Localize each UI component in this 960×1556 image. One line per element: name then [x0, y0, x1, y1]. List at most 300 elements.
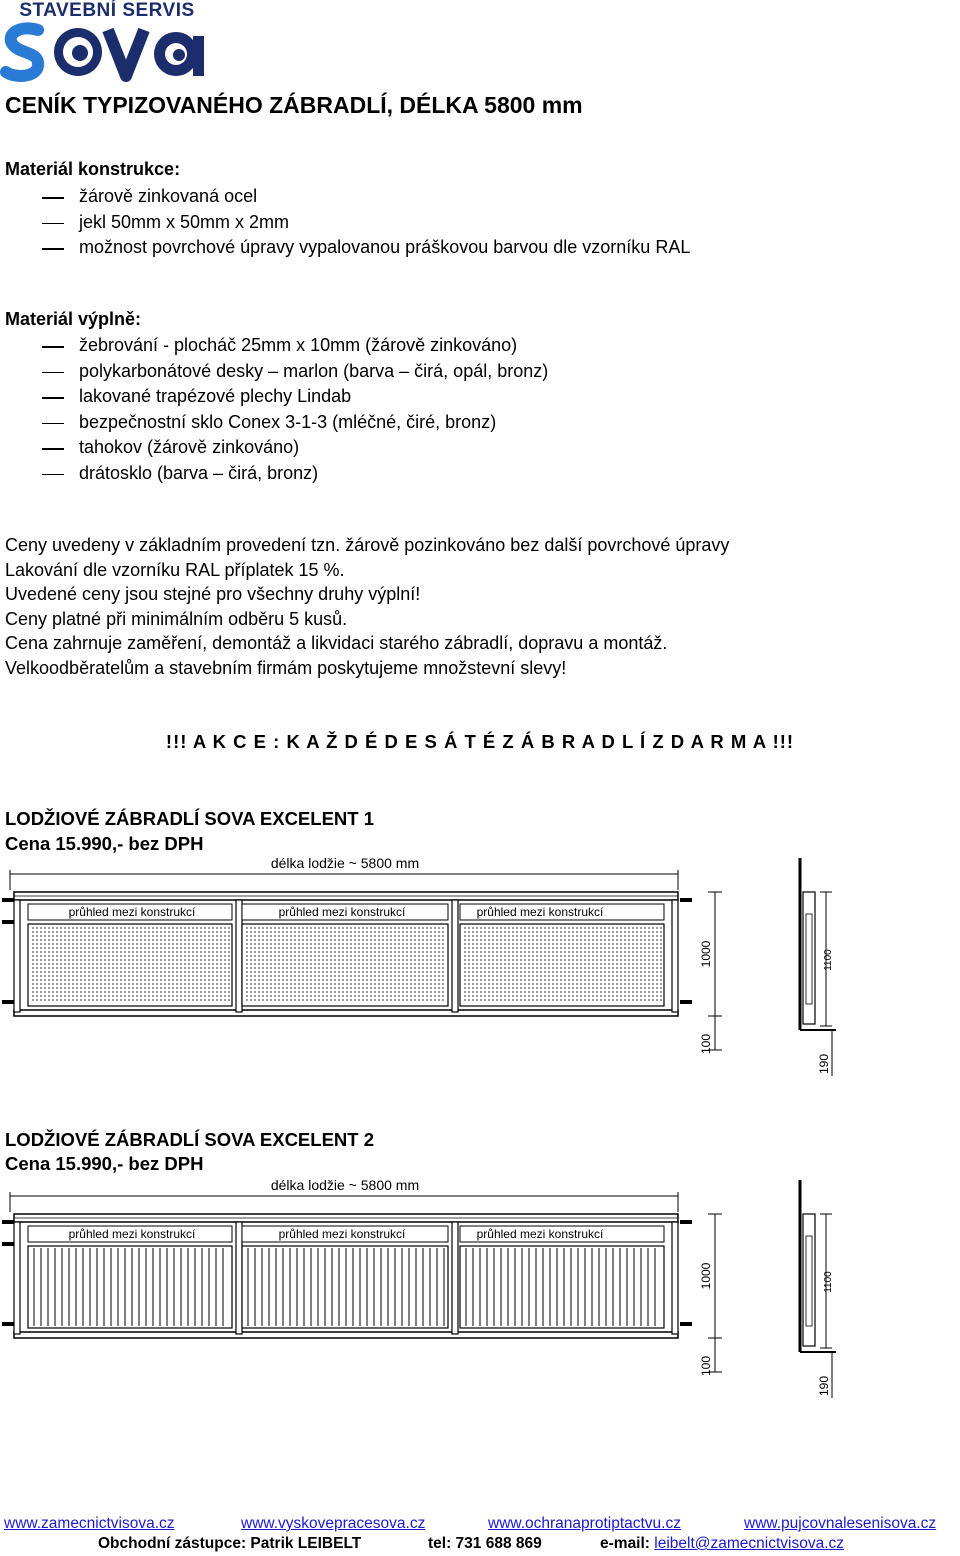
perforation-dot	[414, 983, 416, 985]
perforation-dot	[350, 951, 352, 953]
perforation-dot	[326, 935, 328, 937]
perforation-dot	[172, 939, 174, 941]
perforation-dot	[192, 927, 194, 929]
perforation-dot	[80, 959, 82, 961]
perforation-dot	[640, 935, 642, 937]
email-block	[600, 1535, 844, 1553]
perforation-dot	[278, 975, 280, 977]
wall-bracket	[680, 1000, 692, 1004]
perforation-dot	[520, 927, 522, 929]
perforation-dot	[36, 959, 38, 961]
perforation-dot	[624, 943, 626, 945]
perforation-dot	[386, 983, 388, 985]
perforation-dot	[390, 987, 392, 989]
perforation-dot	[262, 931, 264, 933]
perforation-dot	[656, 967, 658, 969]
perforation-dot	[52, 979, 54, 981]
perforation-dot	[220, 979, 222, 981]
perforation-dot	[616, 947, 618, 949]
perforation-dot	[600, 943, 602, 945]
perforation-dot	[124, 947, 126, 949]
perforation-dot	[172, 959, 174, 961]
perforation-dot	[488, 979, 490, 981]
perforation-dot	[180, 943, 182, 945]
perforation-dot	[192, 963, 194, 965]
perforation-dot	[208, 975, 210, 977]
perforation-dot	[88, 951, 90, 953]
perforation-dot	[88, 967, 90, 969]
perforation-dot	[334, 971, 336, 973]
perforation-dot	[402, 995, 404, 997]
perforation-dot	[120, 991, 122, 993]
perforation-dot	[72, 971, 74, 973]
perforation-dot	[306, 975, 308, 977]
perforation-dot	[374, 995, 376, 997]
perforation-dot	[426, 959, 428, 961]
bottom-dimension-value: 100	[699, 1033, 713, 1055]
perforation-dot	[568, 963, 570, 965]
perforation-dot	[406, 971, 408, 973]
perforation-dot	[326, 979, 328, 981]
perforation-dot	[584, 943, 586, 945]
perforation-dot	[196, 971, 198, 973]
perforation-dot	[212, 967, 214, 969]
perforation-dot	[584, 927, 586, 929]
perforation-dot	[136, 955, 138, 957]
perforation-dot	[588, 947, 590, 949]
perforation-dot	[624, 991, 626, 993]
perforation-dot	[196, 959, 198, 961]
perforation-dot	[330, 991, 332, 993]
perforation-dot	[584, 995, 586, 997]
perforation-dot	[422, 999, 424, 1001]
perforation-dot	[620, 939, 622, 941]
perforation-dot	[468, 927, 470, 929]
perforation-dot	[204, 963, 206, 965]
perforation-dot	[584, 971, 586, 973]
perforation-dot	[330, 971, 332, 973]
perforation-dot	[338, 963, 340, 965]
perforation-dot	[378, 983, 380, 985]
perforation-dot	[270, 999, 272, 1001]
perforation-dot	[124, 931, 126, 933]
perforation-dot	[504, 987, 506, 989]
perforation-dot	[326, 939, 328, 941]
perforation-dot	[342, 999, 344, 1001]
perforation-dot	[540, 939, 542, 941]
perforation-dot	[660, 947, 662, 949]
product-1-price: Cena 15.990,- bez DPH	[5, 833, 204, 854]
perforation-dot	[636, 943, 638, 945]
perforation-dot	[302, 967, 304, 969]
perforation-dot	[228, 939, 230, 941]
perforation-dot	[370, 987, 372, 989]
perforation-dot	[32, 955, 34, 957]
side-infill	[806, 914, 812, 1004]
perforation-dot	[108, 991, 110, 993]
perforation-dot	[302, 975, 304, 977]
perforation-dot	[354, 955, 356, 957]
perforation-dot	[330, 931, 332, 933]
perforation-dot	[128, 963, 130, 965]
perforation-dot	[246, 983, 248, 985]
perforation-dot	[228, 951, 230, 953]
perforation-dot	[298, 975, 300, 977]
perforation-dot	[394, 935, 396, 937]
perforation-dot	[216, 975, 218, 977]
list-item: žebrování - plocháč 25mm x 10mm (žárově zinkováno)	[4, 333, 548, 359]
perforation-dot	[604, 951, 606, 953]
perforation-dot	[192, 931, 194, 933]
perforation-dot	[116, 955, 118, 957]
perforation-dot	[326, 995, 328, 997]
perforation-dot	[508, 995, 510, 997]
perforation-dot	[394, 927, 396, 929]
perforation-dot	[250, 959, 252, 961]
perforation-dot	[274, 995, 276, 997]
perforation-dot	[532, 967, 534, 969]
perforation-dot	[496, 999, 498, 1001]
perforation-dot	[294, 983, 296, 985]
perforation-dot	[262, 955, 264, 957]
perforation-dot	[298, 979, 300, 981]
perforation-dot	[254, 955, 256, 957]
perforation-dot	[608, 987, 610, 989]
perforation-dot	[32, 947, 34, 949]
perforation-dot	[580, 959, 582, 961]
perforation-dot	[314, 951, 316, 953]
perforation-dot	[278, 983, 280, 985]
perforation-dot	[56, 955, 58, 957]
perforation-dot	[52, 991, 54, 993]
perforation-dot	[180, 939, 182, 941]
perforation-dot	[322, 955, 324, 957]
perforation-dot	[140, 955, 142, 957]
perforation-dot	[76, 971, 78, 973]
perforation-dot	[92, 927, 94, 929]
perforation-dot	[398, 967, 400, 969]
perforation-dot	[358, 995, 360, 997]
perforation-dot	[326, 927, 328, 929]
perforation-dot	[290, 959, 292, 961]
perforation-dot	[378, 959, 380, 961]
perforation-dot	[358, 931, 360, 933]
perforation-dot	[652, 995, 654, 997]
perforation-dot	[342, 991, 344, 993]
perforation-dot	[532, 979, 534, 981]
perforation-dot	[52, 959, 54, 961]
perforation-dot	[192, 947, 194, 949]
perforation-dot	[302, 935, 304, 937]
perforation-dot	[394, 983, 396, 985]
perforation-dot	[414, 959, 416, 961]
perforation-dot	[338, 999, 340, 1001]
perforation-dot	[112, 931, 114, 933]
perforation-dot	[592, 995, 594, 997]
perforation-dot	[640, 959, 642, 961]
perforation-dot	[180, 995, 182, 997]
perforation-dot	[100, 959, 102, 961]
perforation-dot	[318, 983, 320, 985]
perforation-dot	[488, 999, 490, 1001]
perforation-dot	[442, 951, 444, 953]
perforation-dot	[140, 975, 142, 977]
perforation-dot	[652, 943, 654, 945]
perforation-dot	[176, 935, 178, 937]
perforation-dot	[60, 959, 62, 961]
perforation-dot	[36, 971, 38, 973]
perforation-dot	[370, 983, 372, 985]
perforation-dot	[184, 999, 186, 1001]
perforation-dot	[116, 995, 118, 997]
footer-link[interactable]: www.zamecnictvisova.cz	[4, 1515, 175, 1532]
perforation-dot	[608, 931, 610, 933]
perforation-dot	[64, 955, 66, 957]
perforation-dot	[640, 983, 642, 985]
perforation-dot	[224, 927, 226, 929]
perforation-dot	[224, 943, 226, 945]
perforation-dot	[620, 991, 622, 993]
perforation-dot	[224, 963, 226, 965]
perforation-dot	[136, 975, 138, 977]
perforation-dot	[620, 975, 622, 977]
perforation-dot	[208, 939, 210, 941]
perforation-dot	[536, 979, 538, 981]
perforation-dot	[418, 987, 420, 989]
perforation-dot	[254, 983, 256, 985]
email-label: e-mail:	[600, 1535, 650, 1552]
perforation-dot	[104, 999, 106, 1001]
perforation-dot	[504, 975, 506, 977]
perforation-dot	[140, 959, 142, 961]
perforation-dot	[362, 975, 364, 977]
perforation-dot	[616, 971, 618, 973]
perforation-dot	[188, 951, 190, 953]
perforation-dot	[636, 935, 638, 937]
perforation-dot	[168, 959, 170, 961]
perforation-dot	[60, 947, 62, 949]
perforation-dot	[148, 939, 150, 941]
perforation-dot	[172, 971, 174, 973]
perforation-dot	[44, 955, 46, 957]
perforation-dot	[192, 951, 194, 953]
perforation-dot	[648, 975, 650, 977]
perforation-dot	[406, 967, 408, 969]
perforation-dot	[108, 987, 110, 989]
perforation-dot	[504, 963, 506, 965]
perforation-dot	[298, 971, 300, 973]
perforation-dot	[484, 999, 486, 1001]
perforation-dot	[124, 959, 126, 961]
perforation-dot	[632, 987, 634, 989]
perforation-dot	[108, 971, 110, 973]
perforation-dot	[132, 947, 134, 949]
perforation-dot	[422, 943, 424, 945]
perforation-dot	[350, 987, 352, 989]
perforation-dot	[84, 995, 86, 997]
email-link[interactable]: leibelt@zamecnictvisova.cz	[654, 1535, 845, 1552]
perforation-dot	[552, 971, 554, 973]
perforation-dot	[636, 991, 638, 993]
perforation-dot	[512, 927, 514, 929]
perforation-dot	[306, 963, 308, 965]
perforation-dot	[140, 947, 142, 949]
perforation-dot	[254, 947, 256, 949]
perforation-dot	[196, 991, 198, 993]
perforation-dot	[488, 951, 490, 953]
perforation-dot	[572, 931, 574, 933]
footer-link[interactable]: www.pujcovnalesenisova.cz	[744, 1515, 937, 1532]
railing-drawing-excelent-1	[0, 850, 960, 1082]
perforation-dot	[84, 947, 86, 949]
perforation-dot	[406, 995, 408, 997]
panel-label: průhled mezi konstrukcí	[68, 1227, 196, 1241]
list-item: žárově zinkovaná ocel	[4, 184, 690, 210]
perforation-dot	[88, 991, 90, 993]
perforation-dot	[476, 955, 478, 957]
perforation-dot	[544, 935, 546, 937]
perforation-dot	[488, 967, 490, 969]
perforation-dot	[648, 951, 650, 953]
perforation-dot	[116, 979, 118, 981]
perforation-dot	[298, 991, 300, 993]
perforation-dot	[434, 943, 436, 945]
perforation-dot	[188, 931, 190, 933]
perforation-dot	[564, 991, 566, 993]
perforation-dot	[246, 975, 248, 977]
perforation-dot	[500, 991, 502, 993]
perforation-dot	[208, 979, 210, 981]
footer-link[interactable]: www.vyskovepracesova.cz	[241, 1515, 426, 1532]
perforation-dot	[568, 959, 570, 961]
perforation-dot	[124, 967, 126, 969]
perforation-dot	[640, 991, 642, 993]
perforation-dot	[250, 999, 252, 1001]
perforation-dot	[500, 963, 502, 965]
perforation-dot	[628, 951, 630, 953]
perforation-dot	[124, 995, 126, 997]
perforation-dot	[516, 991, 518, 993]
perforation-dot	[262, 927, 264, 929]
perforation-dot	[326, 983, 328, 985]
perforation-dot	[484, 983, 486, 985]
perforation-dot	[100, 947, 102, 949]
perforation-dot	[262, 963, 264, 965]
perforation-dot	[250, 955, 252, 957]
perforation-dot	[636, 987, 638, 989]
perforation-dot	[258, 959, 260, 961]
perforation-dot	[160, 983, 162, 985]
infill-panel	[242, 1246, 448, 1328]
perforation-dot	[616, 987, 618, 989]
perforation-dot	[568, 947, 570, 949]
perforation-dot	[548, 931, 550, 933]
perforation-dot	[592, 927, 594, 929]
perforation-dot	[132, 931, 134, 933]
perforation-dot	[370, 939, 372, 941]
perforation-dot	[568, 935, 570, 937]
perforation-dot	[76, 963, 78, 965]
perforation-dot	[338, 991, 340, 993]
perforation-dot	[100, 995, 102, 997]
perforation-dot	[398, 995, 400, 997]
perforation-dot	[612, 939, 614, 941]
perforation-dot	[262, 943, 264, 945]
perforation-dot	[180, 987, 182, 989]
perforation-dot	[306, 927, 308, 929]
perforation-dot	[500, 931, 502, 933]
perforation-dot	[472, 999, 474, 1001]
perforation-dot	[72, 999, 74, 1001]
perforation-dot	[156, 979, 158, 981]
perforation-dot	[536, 951, 538, 953]
perforation-dot	[504, 935, 506, 937]
construction-list	[4, 184, 690, 261]
perforation-dot	[36, 939, 38, 941]
perforation-dot	[56, 939, 58, 941]
perforation-dot	[330, 983, 332, 985]
perforation-dot	[632, 999, 634, 1001]
perforation-dot	[32, 979, 34, 981]
promo-banner: !!! A K C E : K A Ž D É D E S Á T É Z Á B R A D L Í Z D A R M A !!!	[165, 731, 795, 752]
perforation-dot	[484, 959, 486, 961]
perforation-dot	[76, 975, 78, 977]
perforation-dot	[88, 987, 90, 989]
perforation-dot	[358, 947, 360, 949]
perforation-dot	[556, 943, 558, 945]
perforation-dot	[136, 999, 138, 1001]
perforation-dot	[250, 967, 252, 969]
perforation-dot	[374, 951, 376, 953]
perforation-dot	[390, 931, 392, 933]
perforation-dot	[468, 947, 470, 949]
perforation-dot	[512, 943, 514, 945]
perforation-dot	[148, 967, 150, 969]
perforation-dot	[250, 943, 252, 945]
perforation-dot	[560, 927, 562, 929]
perforation-dot	[442, 975, 444, 977]
perforation-dot	[310, 967, 312, 969]
perforation-dot	[282, 943, 284, 945]
perforation-dot	[148, 927, 150, 929]
perforation-dot	[128, 999, 130, 1001]
perforation-dot	[116, 935, 118, 937]
perforation-dot	[616, 951, 618, 953]
perforation-dot	[274, 963, 276, 965]
footer-link[interactable]: www.ochranaprotiptactvu.cz	[488, 1515, 681, 1532]
perforation-dot	[608, 975, 610, 977]
perforation-dot	[632, 971, 634, 973]
perforation-dot	[568, 939, 570, 941]
perforation-dot	[512, 975, 514, 977]
construction-heading: Materiál konstrukce:	[5, 159, 181, 179]
perforation-dot	[548, 971, 550, 973]
perforation-dot	[76, 959, 78, 961]
length-label: délka lodžie ~ 5800 mm	[270, 1177, 420, 1193]
perforation-dot	[228, 935, 230, 937]
perforation-dot	[596, 935, 598, 937]
perforation-dot	[48, 991, 50, 993]
perforation-dot	[612, 987, 614, 989]
perforation-dot	[378, 991, 380, 993]
perforation-dot	[72, 939, 74, 941]
perforation-dot	[124, 979, 126, 981]
perforation-dot	[326, 971, 328, 973]
perforation-dot	[160, 959, 162, 961]
perforation-dot	[80, 943, 82, 945]
perforation-dot	[472, 943, 474, 945]
perforation-dot	[164, 943, 166, 945]
